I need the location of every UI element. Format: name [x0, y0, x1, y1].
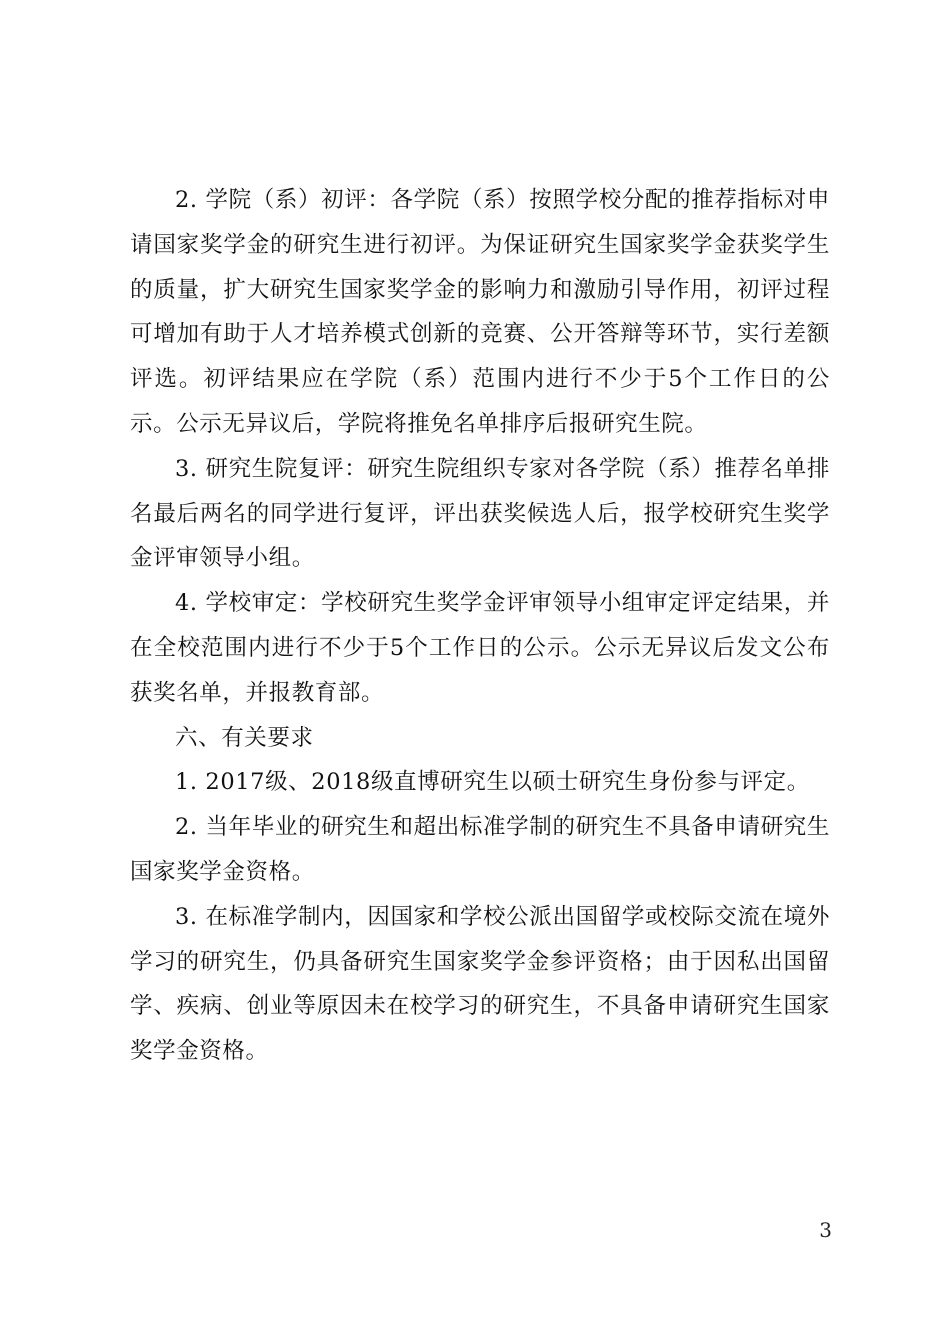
paragraph-school-approval: 4. 学校审定：学校研究生奖学金评审领导小组审定评定结果，并在全校范围内进行不少于5个工作日的公示。公示无异议后发文公布获奖名单，并报教育部。: [130, 590, 830, 706]
document-body: [130, 178, 830, 1074]
requirement-item-2: 2. 当年毕业的研究生和超出标准学制的研究生不具备申请研究生国家奖学金资格。: [130, 814, 830, 885]
page-number: 3: [819, 1218, 832, 1242]
paragraph-graduate-school-review: 3. 研究生院复评：研究生院组织专家对各学院（系）推荐名单排名最后两名的同学进行复评，评出获奖候选人后，报学校研究生奖学金评审领导小组。: [130, 455, 830, 572]
requirement-item-3: 3. 在标准学制内，因国家和学校公派出国留学或校际交流在境外学习的研究生，仍具备研究生国家奖学金参评资格；由于因私出国留学、疾病、创业等原因未在校学习的研究生，不具备申请研究生国家奖学金资格。: [130, 903, 830, 1065]
paragraph-college-initial-review: 2. 学院（系）初评：各学院（系）按照学校分配的推荐指标对申请国家奖学金的研究生进行初评。为保证研究生国家奖学金获奖学生的质量，扩大研究生国家奖学金的影响力和激励引导作用，初评过程可增加有助于人才培养模式创新的竞赛、公开答辩等环节，实行差额评选。初评结果应在学院（系）范围内进行不少于5个工作日的公示。公示无异议后，学院将推免名单排序后报研究生院。: [130, 187, 830, 437]
section-heading-requirements: 六、有关要求: [175, 724, 314, 751]
requirement-item-1: 1. 2017级、2018级直博研究生以硕士研究生身份参与评定。: [175, 769, 810, 796]
